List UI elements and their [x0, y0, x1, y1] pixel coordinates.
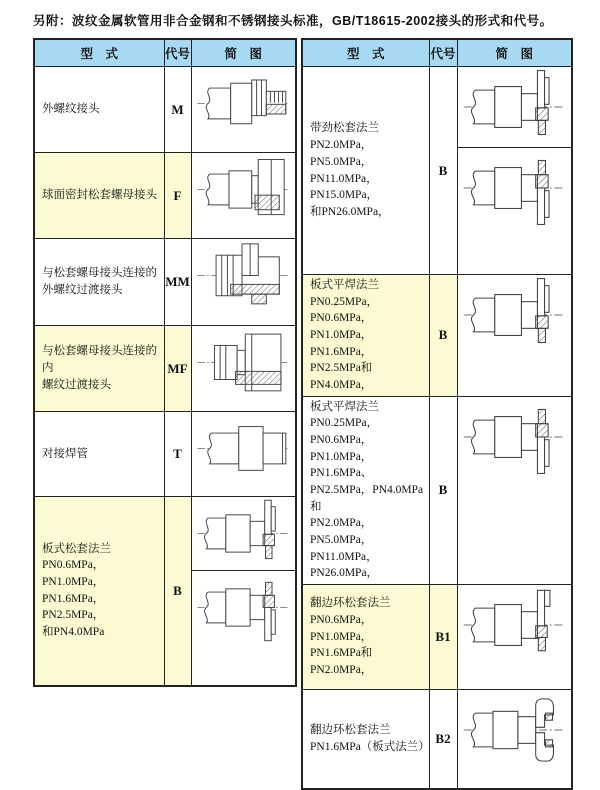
flange-dn-diagram-icon [458, 147, 572, 228]
type-line: 球面密封松套螺母接头 [42, 189, 157, 202]
type-cell [34, 153, 164, 239]
type-line: PN2.0MPa，PN5.0MPa， [310, 517, 373, 547]
diagram-cell [457, 396, 572, 584]
diagram-stack [192, 67, 296, 140]
flange-dn-diagram-icon [192, 570, 296, 644]
type-line: 带劲松套法兰 [310, 122, 379, 135]
diagram-stack [458, 67, 572, 228]
type-line: PN11.0MPa，PN15.0MPa， [310, 172, 379, 202]
left-table-body [34, 39, 296, 686]
code-cell: M [164, 67, 191, 153]
type-line: 与松套螺母接头连接的 [42, 267, 157, 280]
diagram-cell [191, 326, 296, 412]
type-line: 和PN26.0MPa， [310, 205, 390, 218]
flange-up-diagram-icon [192, 497, 296, 570]
type-line: PN2.0MPa，PN5.0MPa， [310, 139, 373, 168]
male-thread-diagram-icon [192, 67, 296, 140]
type-line: 翻边环松套法兰 [310, 724, 391, 737]
diagram-cell [457, 585, 572, 690]
diagram-stack [458, 690, 572, 770]
fittings-table-right [301, 38, 573, 790]
code-cell: MM [164, 239, 191, 326]
table-row [302, 690, 572, 789]
header-row [34, 39, 296, 67]
flange-b2-diagram-icon [458, 690, 572, 770]
diagram-stack [192, 497, 296, 644]
table-row [34, 67, 296, 153]
type-cell [34, 412, 164, 497]
diagram-cell [191, 153, 296, 239]
header-type: 型 式 [34, 39, 164, 67]
type-line: PN1.0MPa，PN1.6MPa、 [310, 450, 373, 480]
type-line: PN0.6MPa，PN1.0MPa， [42, 559, 105, 589]
table-row [34, 326, 296, 412]
code-cell: MF [164, 326, 191, 412]
loose-nut-diagram-icon [192, 153, 296, 226]
diagram-cell [191, 412, 296, 497]
table-row [302, 67, 572, 275]
type-cell [302, 67, 429, 275]
type-cell [34, 67, 164, 153]
diagram-cell [191, 67, 296, 153]
diagram-cell [191, 239, 296, 326]
union-mm-diagram-icon [192, 239, 296, 312]
diagram-stack [192, 153, 296, 226]
type-line: PN0.6MPa，PN1.0MPa， [310, 614, 373, 643]
type-cell [302, 585, 429, 690]
code-cell: B [164, 497, 191, 686]
fittings-table-left [33, 38, 297, 687]
type-line: 板式平焊法兰 [310, 400, 379, 413]
type-line: PN11.0MPa，PN26.0MPa， [310, 550, 379, 580]
type-line: 板式平焊法兰 [310, 279, 379, 291]
flange-dn-diagram-icon [458, 397, 572, 477]
table-row [34, 153, 296, 239]
flange-b1-diagram-icon [458, 585, 572, 665]
diagram-cell [457, 690, 572, 789]
type-line: PN2.5MPa，PN4.0MPa和 [310, 484, 424, 513]
right-table-body [302, 39, 572, 789]
type-line: 板式松套法兰 [42, 542, 111, 555]
type-line: PN1.6MPa，PN2.5MPa， [42, 592, 105, 622]
diagram-stack [192, 326, 296, 399]
diagram-stack [458, 275, 572, 355]
header-row [302, 39, 572, 67]
table-row [34, 497, 296, 686]
code-cell: B [429, 275, 457, 397]
code-cell: B2 [429, 690, 457, 789]
type-line: PN1.0MPa，PN1.6MPa， [310, 329, 373, 358]
type-line: PN1.6MPa和PN2.0MPa， [310, 647, 373, 677]
header-diagram: 简 图 [457, 39, 572, 67]
table-row [302, 396, 572, 584]
type-line: PN0.25MPa，PN0.6MPa， [310, 295, 379, 325]
diagram-stack [192, 412, 296, 485]
fittings-table [33, 38, 573, 790]
diagram-cell [457, 67, 572, 275]
diagram-stack [458, 585, 572, 665]
flange-up-diagram-icon [458, 67, 572, 147]
code-cell: B1 [429, 585, 457, 690]
type-line: 对接焊管 [42, 447, 88, 460]
type-line: 和PN4.0MPa [42, 626, 105, 639]
diagram-stack [458, 397, 572, 477]
type-cell [34, 239, 164, 326]
table-row [34, 239, 296, 326]
page-title: 另附：波纹金属软管用非合金钢和不锈钢接头标准，GB/T18615-2002接头的形式和代号。 [33, 14, 553, 28]
code-cell: B [429, 396, 457, 584]
type-cell [302, 275, 429, 397]
type-line: 外螺纹过渡接头 [42, 284, 123, 296]
butt-weld-diagram-icon [192, 412, 296, 485]
table-row [34, 412, 296, 497]
diagram-stack [192, 239, 296, 312]
type-line: 与松套螺母接头连接的内 [42, 345, 157, 375]
type-line: PN1.6MPa（板式法兰） [310, 740, 430, 753]
type-cell [302, 396, 429, 584]
table-row [302, 275, 572, 397]
diagram-cell [191, 497, 296, 686]
code-cell: T [164, 412, 191, 497]
code-cell: B [429, 67, 457, 275]
flange-up-diagram-icon [458, 275, 572, 355]
table-row [302, 585, 572, 690]
type-line: 外螺纹接头 [42, 103, 100, 116]
diagram-cell [457, 275, 572, 397]
type-line: 翻边环松套法兰 [310, 597, 391, 610]
header-type: 型 式 [302, 39, 429, 67]
header-diagram: 简 图 [191, 39, 296, 67]
header-code: 代号 [429, 39, 457, 67]
type-line: PN2.5MPa和PN4.0MPa， [310, 362, 373, 392]
type-cell [302, 690, 429, 789]
header-code: 代号 [164, 39, 191, 67]
type-line: 螺纹过渡接头 [42, 378, 111, 391]
type-cell [34, 326, 164, 412]
code-cell: F [164, 153, 191, 239]
type-cell [34, 497, 164, 686]
union-mf-diagram-icon [192, 326, 296, 399]
type-line: PN0.25MPa，PN0.6MPa， [310, 417, 379, 447]
